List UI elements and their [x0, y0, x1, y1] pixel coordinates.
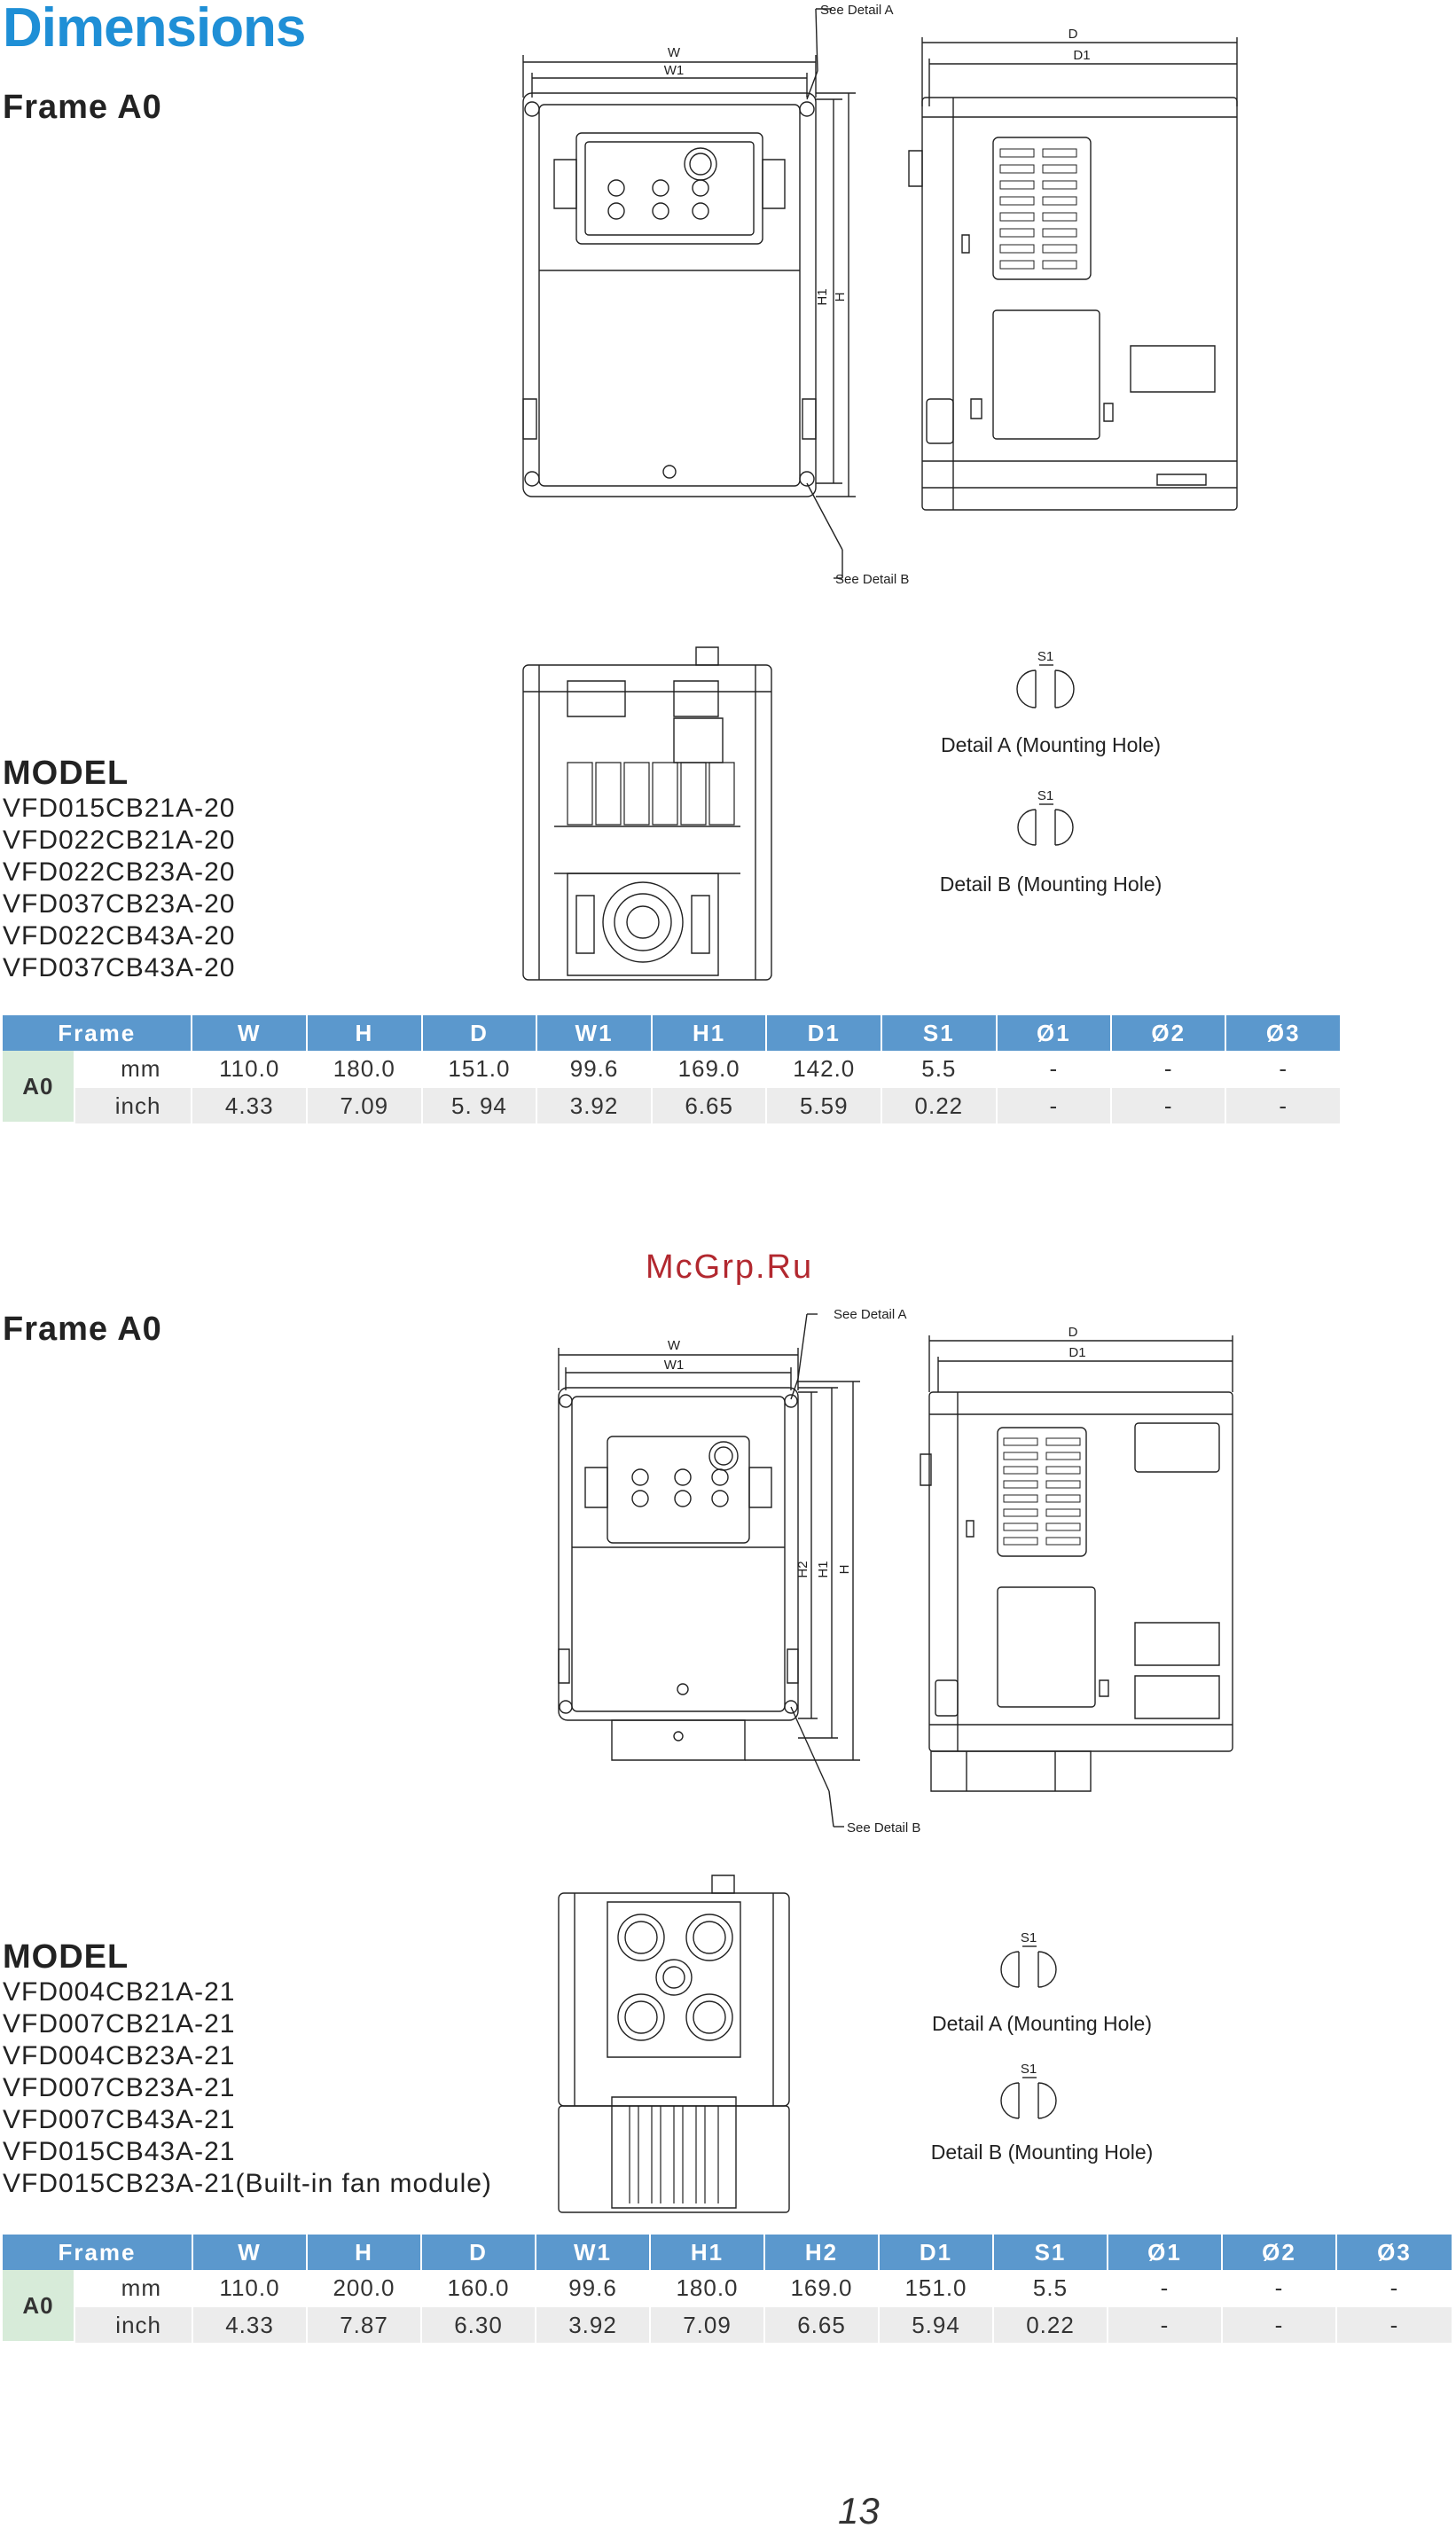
table-cell: 180.0 [308, 1051, 423, 1088]
table-row [3, 2270, 1453, 2307]
model-item: VFD004CB23A-21 [3, 2041, 236, 2070]
side-view-drawing-1 [887, 18, 1259, 514]
table-cell: 169.0 [653, 1051, 768, 1088]
table-header-cell: H [308, 1015, 423, 1051]
table-cell: 7.09 [308, 1088, 423, 1123]
side-view-drawing-2 [913, 1321, 1268, 1818]
model-item: VFD015CB23A-21(Built-in fan module) [3, 2169, 492, 2198]
table-cell: 0.22 [994, 2307, 1108, 2343]
front-view-drawing-2 [532, 1295, 940, 1862]
detail-b-s1-label-2: S1 [1020, 2062, 1037, 2077]
table-header-cell: Ø2 [1112, 1015, 1226, 1051]
table-header-cell: Ø3 [1337, 2235, 1453, 2270]
table-header-cell: D1 [767, 1015, 882, 1051]
bottom-view-drawing-1 [514, 621, 780, 984]
table-header-row [3, 2235, 1453, 2270]
table-header-cell: Ø1 [998, 1015, 1112, 1051]
table-row [3, 1088, 1342, 1123]
model-item: VFD007CB23A-21 [3, 2073, 236, 2102]
dim-w1-label-2: W1 [663, 1358, 685, 1373]
table-cell: - [998, 1051, 1112, 1088]
table-header-cell: D1 [880, 2235, 994, 2270]
table-cell: - [1337, 2270, 1453, 2307]
frame-cell: A0 [3, 1051, 75, 1123]
dim-h1-label-1: H1 [815, 288, 830, 306]
see-detail-b-label-1: See Detail B [835, 572, 910, 587]
detail-a-caption-2: Detail A (Mounting Hole) [931, 2012, 1153, 2035]
table-cell: 5.5 [882, 1051, 998, 1088]
table-header-cell: Ø2 [1223, 2235, 1337, 2270]
model-heading-1: MODEL [3, 755, 129, 792]
table-header-cell: W [193, 2235, 308, 2270]
unit-cell: inch [75, 2307, 193, 2343]
table-header-cell: H2 [765, 2235, 880, 2270]
detail-b-s1-label-1: S1 [1037, 788, 1054, 803]
table-cell: - [1226, 1088, 1342, 1123]
page-number: 13 [838, 2490, 880, 2532]
table-header-cell: H [308, 2235, 422, 2270]
table-header-cell: H1 [651, 2235, 765, 2270]
table-cell: 6.30 [422, 2307, 536, 2343]
table-header-cell: D [422, 2235, 536, 2270]
table-cell: - [1223, 2307, 1337, 2343]
unit-cell: mm [75, 1051, 193, 1088]
table-header-cell: Ø1 [1108, 2235, 1223, 2270]
table-cell: 3.92 [537, 1088, 653, 1123]
table-row [3, 1051, 1342, 1088]
dim-w1-label-1: W1 [663, 63, 685, 78]
dim-d1-label-1: D1 [1073, 48, 1091, 63]
model-item: VFD007CB43A-21 [3, 2105, 236, 2134]
dimensions-table-1 [3, 1015, 1342, 1123]
detail-a-s1-label-1: S1 [1037, 649, 1054, 664]
dim-h1-label-2: H1 [816, 1561, 831, 1578]
table-cell: 6.65 [765, 2307, 880, 2343]
table-cell: 7.87 [308, 2307, 422, 2343]
table-header-cell: S1 [994, 2235, 1108, 2270]
model-item: VFD015CB43A-21 [3, 2137, 236, 2166]
table-header-cell: W [192, 1015, 308, 1051]
table-header-cell: W1 [536, 2235, 651, 2270]
table-cell: 4.33 [193, 2307, 308, 2343]
see-detail-a-label-1: See Detail A [820, 3, 894, 18]
table-cell: - [1112, 1088, 1226, 1123]
table-cell: 3.92 [536, 2307, 651, 2343]
table-cell: 7.09 [651, 2307, 765, 2343]
table-cell: - [1337, 2307, 1453, 2343]
table-header-cell: H1 [653, 1015, 768, 1051]
model-item: VFD007CB21A-21 [3, 2009, 236, 2039]
table-cell: - [1223, 2270, 1337, 2307]
table-cell: 4.33 [192, 1088, 308, 1123]
table-cell: 5.94 [880, 2307, 994, 2343]
table-cell: 151.0 [880, 2270, 994, 2307]
frame-title-1: Frame A0 [3, 89, 162, 126]
bottom-view-drawing-2 [550, 1862, 798, 2217]
model-item: VFD015CB21A-20 [3, 794, 236, 823]
dim-d-label-1: D [1068, 27, 1078, 42]
detail-b-caption-1: Detail B (Mounting Hole) [939, 873, 1162, 896]
see-detail-b-label-2: See Detail B [847, 1820, 921, 1835]
watermark: McGrp.Ru [646, 1248, 814, 1286]
model-item: VFD004CB21A-21 [3, 1977, 236, 2007]
table-cell: - [1108, 2307, 1223, 2343]
model-item: VFD022CB23A-20 [3, 857, 236, 887]
table-header-cell: Frame [3, 1015, 192, 1051]
detail-holes-drawing-2 [922, 1924, 1188, 2181]
table-cell: 151.0 [423, 1051, 538, 1088]
table-cell: 99.6 [536, 2270, 651, 2307]
table-cell: - [1112, 1051, 1226, 1088]
table-header-cell: S1 [882, 1015, 998, 1051]
dim-h-label-1: H [833, 292, 848, 302]
see-detail-a-label-2: See Detail A [834, 1307, 907, 1322]
model-list-2 [3, 1937, 492, 2200]
detail-a-caption-1: Detail A (Mounting Hole) [940, 733, 1162, 756]
dimensions-table-2 [3, 2235, 1453, 2343]
table-header-cell: D [423, 1015, 538, 1051]
table-cell: 6.65 [653, 1088, 768, 1123]
unit-cell: inch [75, 1088, 193, 1123]
table-cell: - [1108, 2270, 1223, 2307]
model-item: VFD037CB43A-20 [3, 953, 236, 982]
dim-d1-label-2: D1 [1069, 1345, 1086, 1360]
table-header-cell: Ø3 [1226, 1015, 1342, 1051]
table-cell: 169.0 [765, 2270, 880, 2307]
table-cell: 5.59 [767, 1088, 882, 1123]
page-title: Dimensions [3, 0, 306, 59]
detail-a-s1-label-2: S1 [1020, 1930, 1037, 1945]
model-item: VFD022CB43A-20 [3, 921, 236, 951]
table-header-cell: W1 [537, 1015, 653, 1051]
table-cell: 110.0 [193, 2270, 308, 2307]
table-cell: 5. 94 [423, 1088, 538, 1123]
table-cell: 0.22 [882, 1088, 998, 1123]
model-list-1 [3, 754, 235, 984]
model-item: VFD022CB21A-20 [3, 826, 236, 855]
table-cell: 99.6 [537, 1051, 653, 1088]
table-cell: 142.0 [767, 1051, 882, 1088]
table-cell: 160.0 [422, 2270, 536, 2307]
unit-cell: mm [75, 2270, 193, 2307]
table-header-cell: Frame [3, 2235, 193, 2270]
model-item: VFD037CB23A-20 [3, 889, 236, 919]
table-cell: - [998, 1088, 1112, 1123]
frame-cell: A0 [3, 2270, 75, 2343]
table-cell: 5.5 [994, 2270, 1108, 2307]
dim-d-label-2: D [1068, 1325, 1078, 1340]
front-view-drawing-1 [497, 0, 910, 603]
table-cell: 200.0 [308, 2270, 422, 2307]
model-heading-2: MODEL [3, 1938, 129, 1976]
dim-h-label-2: H [837, 1564, 852, 1575]
table-header-row [3, 1015, 1342, 1051]
dim-h2-label-2: H2 [795, 1561, 810, 1578]
frame-title-2: Frame A0 [3, 1311, 162, 1348]
table-row [3, 2307, 1453, 2343]
detail-b-caption-2: Detail B (Mounting Hole) [930, 2141, 1154, 2164]
detail-holes-drawing-1 [931, 638, 1197, 904]
dim-w-label-2: W [667, 1338, 681, 1353]
table-cell: 180.0 [651, 2270, 765, 2307]
table-cell: 110.0 [192, 1051, 308, 1088]
table-cell: - [1226, 1051, 1342, 1088]
dim-w-label-1: W [667, 45, 681, 60]
